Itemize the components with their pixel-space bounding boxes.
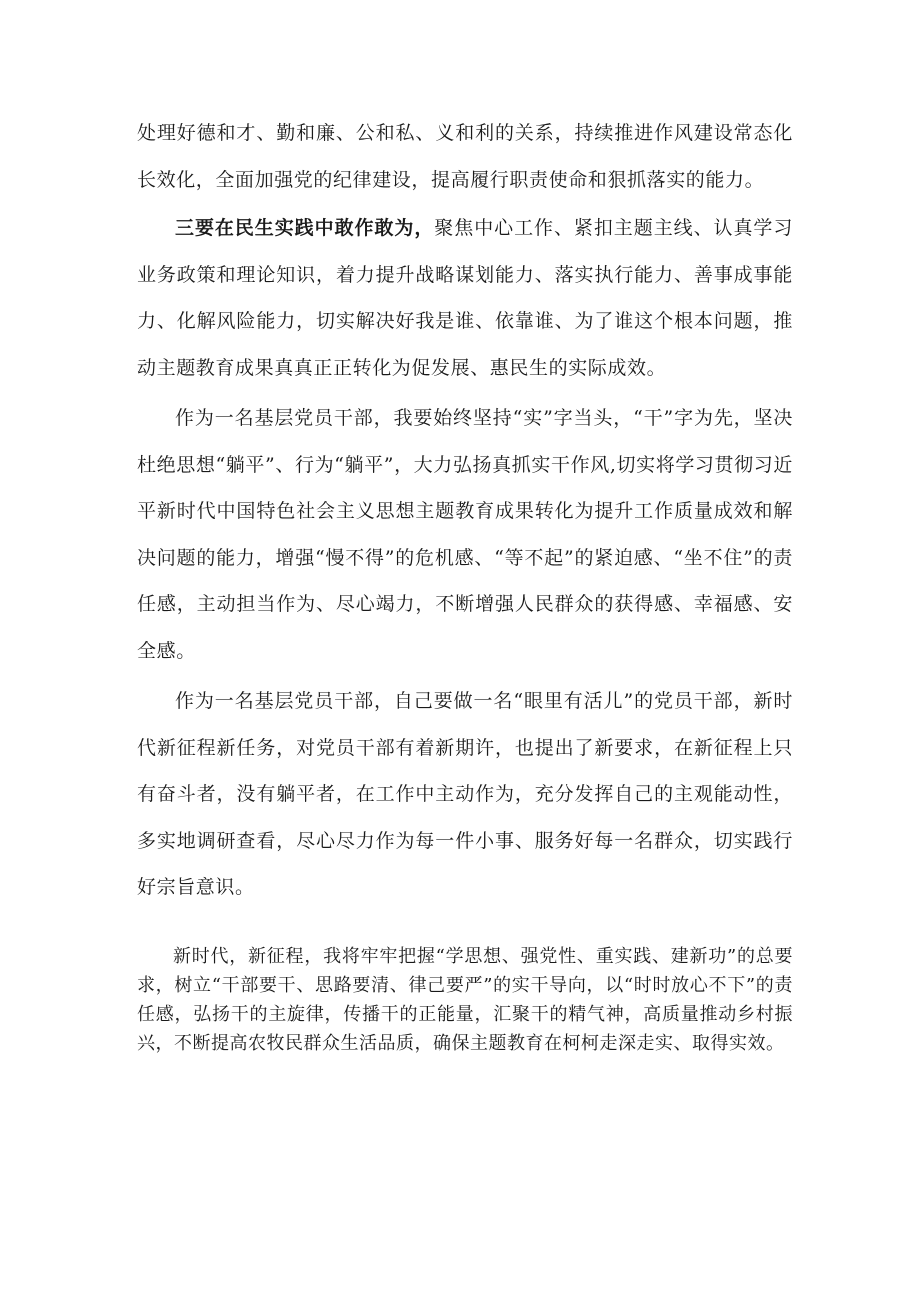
paragraph-1: 处理好德和才、勤和廉、公和私、义和利的关系，持续推进作风建设常态化长效化，全面加强党的纪律建设，提高履行职责使命和狠抓落实的能力。: [137, 122, 793, 191]
document-body: [137, 110, 793, 911]
paragraph-5: 新时代，新征程，我将牢牢把握“学思想、强党性、重实践、建新功”的总要求，树立“干部要干、思路要清、律己要严”的实干导向，以“时时放心不下”的责任感，弘扬干的主旋律，传播干的正能量，汇聚干的精气神，高质量推动乡村振兴，不断提高农牧民群众生活品质，确保主题教育在柯柯走深走实、取得实效。: [137, 946, 793, 1054]
closing-section: [137, 942, 793, 1058]
paragraph-2-lead: 三要在民生实践中敢作敢为，: [175, 217, 435, 239]
paragraph-4: 作为一名基层党员干部，自己要做一名“眼里有活儿”的党员干部，新时代新征程新任务，对党员干部有着新期许，也提出了新要求，在新征程上只有奋斗者，没有躺平者，在工作中主动作为，充分发挥自己的主观能动性，多实地调研查看，尽心尽力作为每一件小事、服务好每一名群众，切实践行好宗旨意识。: [137, 690, 793, 898]
paragraph-2-body: 聚焦中心工作、紧扣主题主线、认真学习业务政策和理论知识，着力提升战略谋划能力、落实执行能力、善事成事能力、化解风险能力，切实解决好我是谁、依靠谁、为了谁这个根本问题，推动主题教育成果真真正正转化为促发展、惠民生的实际成效。: [137, 217, 793, 379]
paragraph-3: 作为一名基层党员干部，我要始终坚持“实”字当头，“干”字为先，坚决杜绝思想“躺平”、行为“躺平”，大力弘扬真抓实干作风,切实将学习贯彻习近平新时代中国特色社会主义思想主题教育成果转化为提升工作质量成效和解决问题的能力，增强“慢不得”的危机感、“等不起”的紧迫感、“坐不住”的责任感，主动担当作为、尽心竭力，不断增强人民群众的获得感、幸福感、安全感。: [137, 407, 793, 662]
paragraph-2: [137, 205, 793, 391]
